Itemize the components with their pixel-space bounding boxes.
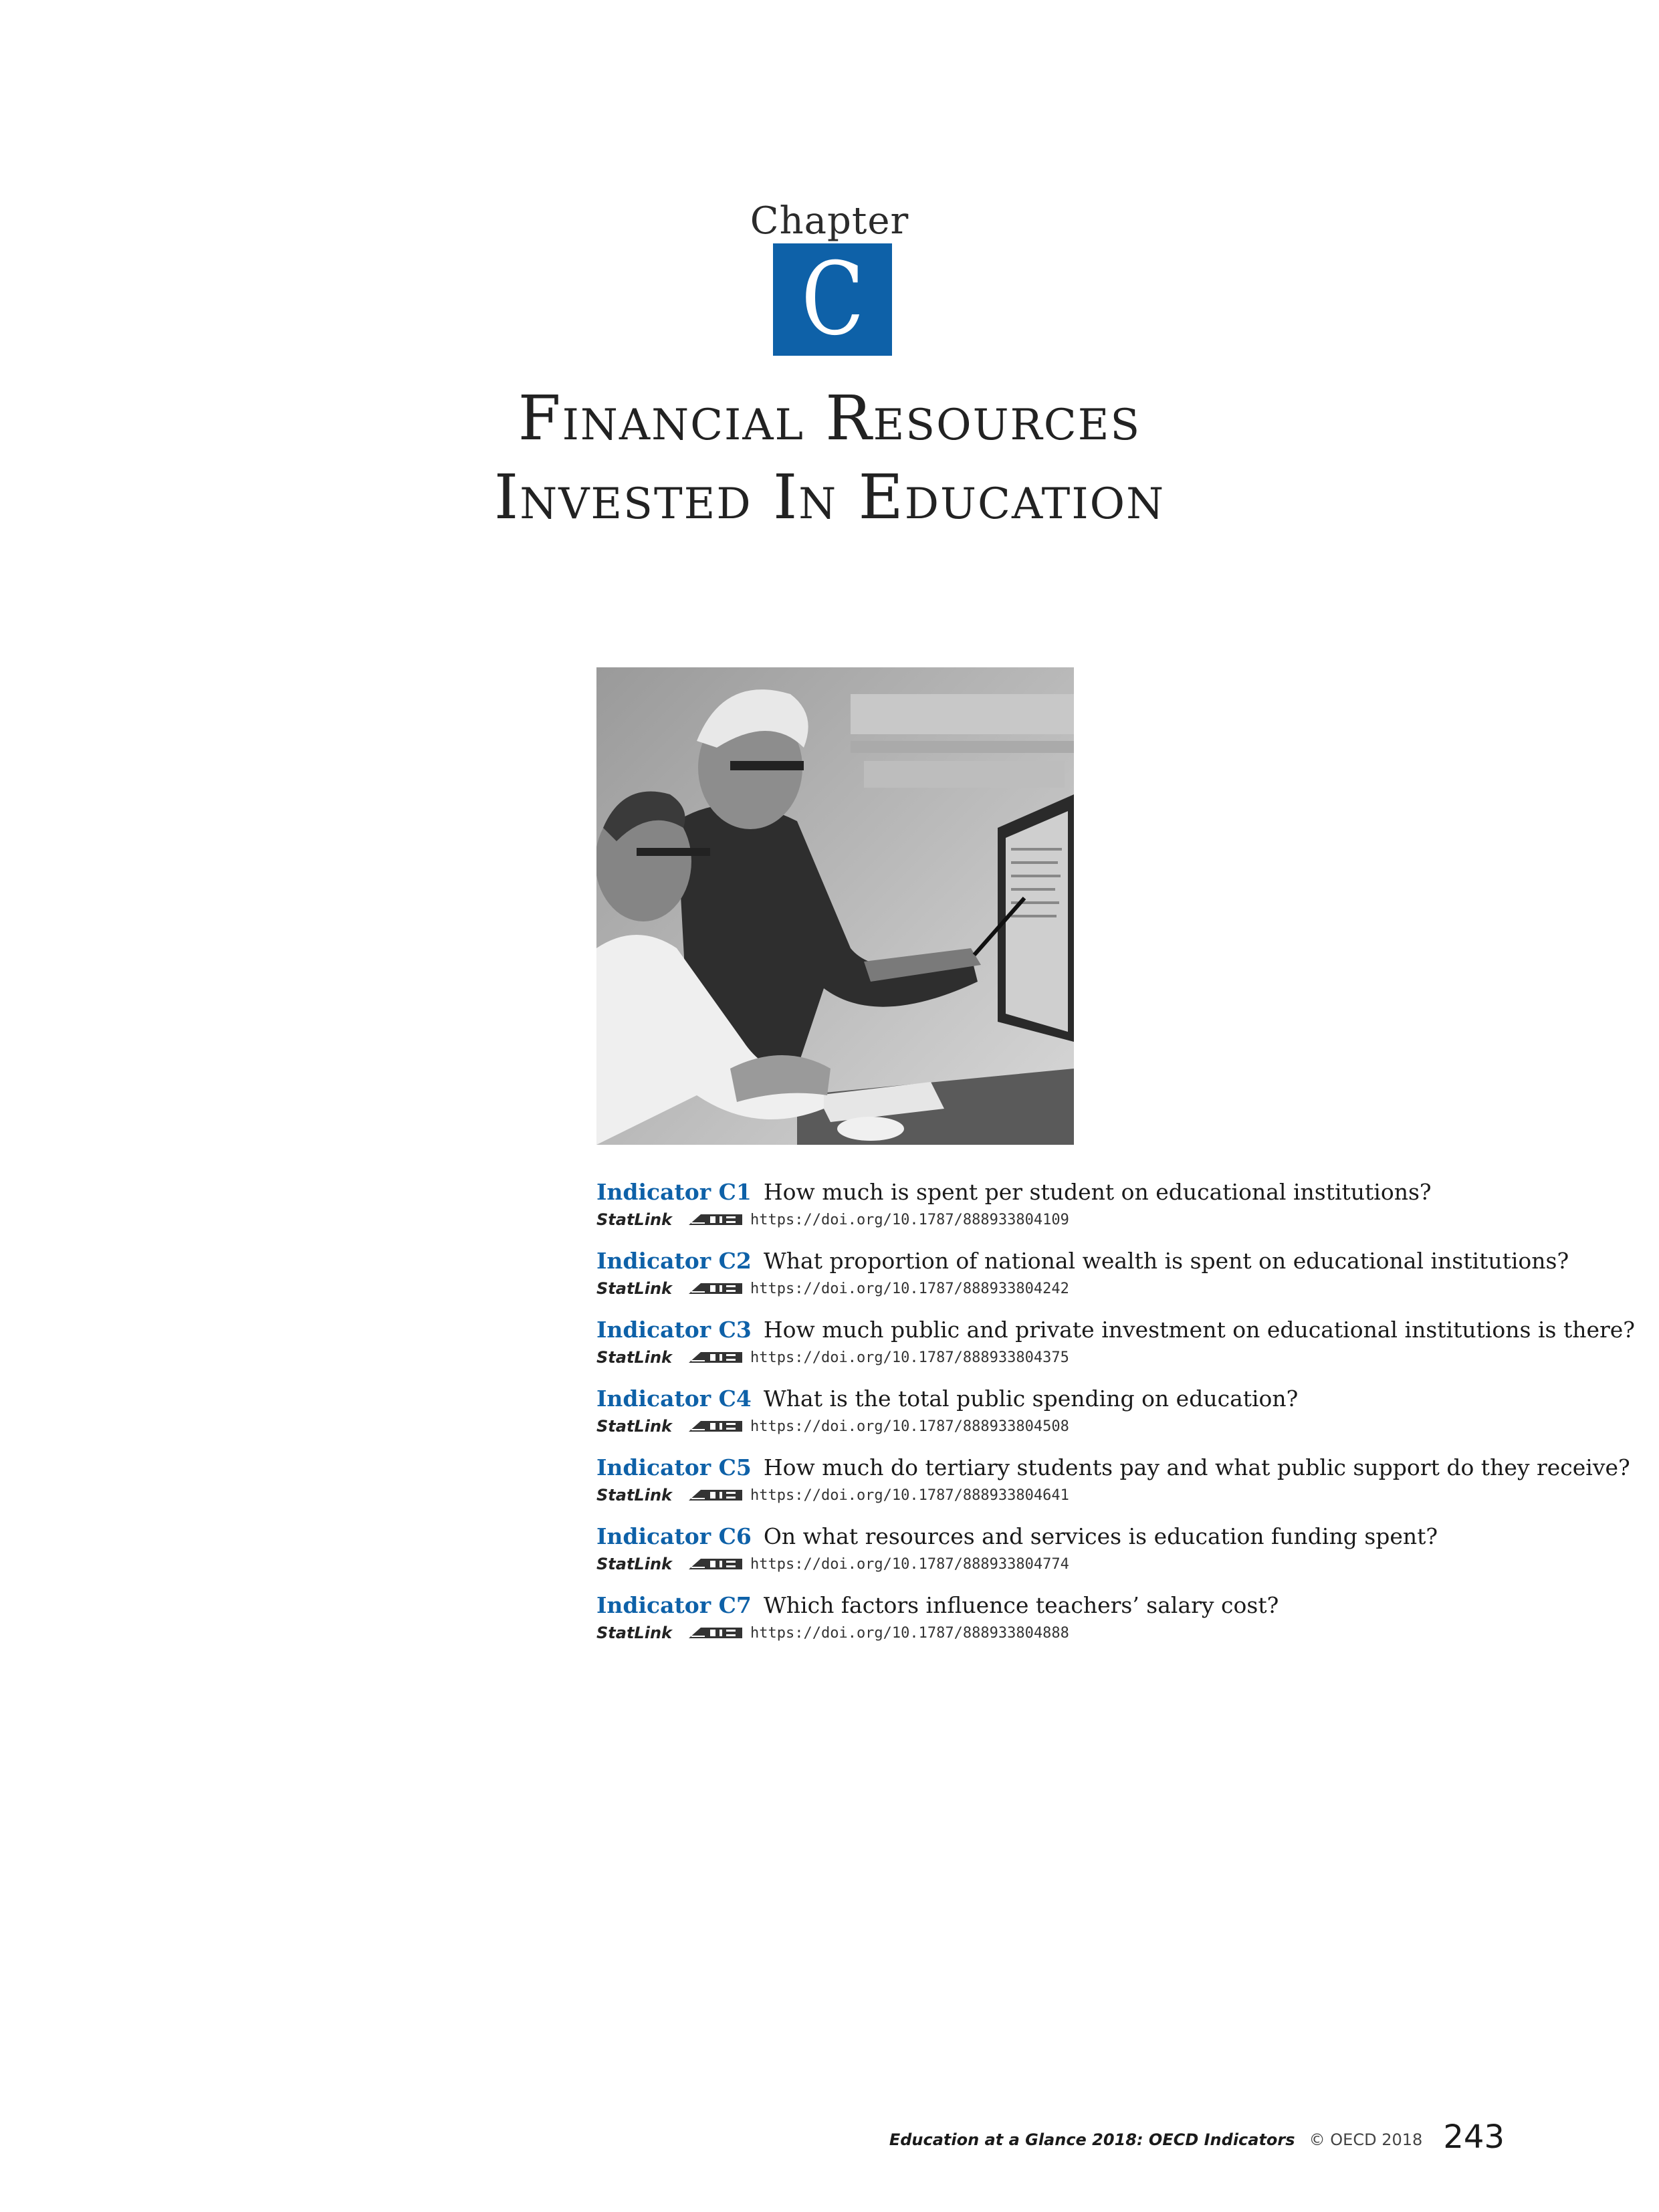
statlink-label: StatLink: [596, 1417, 672, 1436]
indicator-label: Indicator C6: [596, 1523, 752, 1549]
indicator-label: Indicator C5: [596, 1454, 752, 1480]
title-word: Resources: [825, 382, 1141, 454]
indicator-question: What proportion of national wealth is spent on educational institutions?: [763, 1248, 1569, 1274]
indicator-item: [596, 1178, 1599, 1247]
statlink-logo-icon: [689, 1557, 742, 1571]
title-word: Financial: [518, 382, 805, 454]
indicator-question: What is the total public spending on education?: [763, 1386, 1299, 1412]
chapter-title-line-2: [0, 461, 1659, 533]
page-number: 243: [1443, 2118, 1505, 2156]
statlink-logo-icon: [689, 1351, 742, 1364]
statlink-logo-icon: [689, 1626, 742, 1640]
chapter-label: Chapter: [750, 199, 909, 243]
statlink-logo-icon: [689, 1213, 742, 1226]
chapter-letter: C: [800, 241, 865, 358]
statlink-url[interactable]: https://doi.org/10.1787/888933804641: [750, 1486, 1069, 1504]
indicator-question: How much is spent per student on educational institutions?: [763, 1179, 1432, 1205]
copyright: © OECD 2018: [1309, 2130, 1423, 2149]
chapter-letter-box: [773, 243, 892, 356]
statlink-url[interactable]: https://doi.org/10.1787/888933804774: [750, 1555, 1069, 1573]
title-word: Education: [858, 461, 1166, 533]
publication-title: Education at a Glance 2018: OECD Indicators: [889, 2130, 1295, 2149]
statlink-label: StatLink: [596, 1555, 672, 1573]
indicator-question: How much do tertiary students pay and what public support do they receive?: [763, 1454, 1630, 1480]
statlink-label: StatLink: [596, 1210, 672, 1229]
indicator-label: Indicator C7: [596, 1592, 752, 1618]
statlink-logo-icon: [689, 1420, 742, 1433]
chapter-photo: [596, 667, 1074, 1145]
indicator-label: Indicator C3: [596, 1317, 752, 1343]
title-word: In: [772, 461, 838, 533]
indicator-item: [596, 1591, 1599, 1660]
indicator-label: Indicator C2: [596, 1248, 752, 1274]
statlink-url[interactable]: https://doi.org/10.1787/888933804109: [750, 1211, 1069, 1228]
statlink-url[interactable]: https://doi.org/10.1787/888933804375: [750, 1349, 1069, 1366]
photo-two-men-at-computer-icon: [596, 667, 1074, 1145]
statlink-logo-icon: [689, 1488, 742, 1502]
statlink-url[interactable]: https://doi.org/10.1787/888933804508: [750, 1418, 1069, 1435]
indicator-item: [596, 1523, 1599, 1591]
indicator-item: [596, 1454, 1630, 1523]
chapter-title-line-1: [0, 382, 1659, 454]
indicator-label: Indicator C1: [596, 1179, 752, 1205]
indicator-item: [596, 1385, 1599, 1454]
statlink-label: StatLink: [596, 1486, 672, 1505]
statlink-label: StatLink: [596, 1279, 672, 1298]
statlink-url[interactable]: https://doi.org/10.1787/888933804888: [750, 1624, 1069, 1642]
indicator-item: [596, 1247, 1599, 1316]
title-word: Invested: [493, 461, 752, 533]
statlink-url[interactable]: https://doi.org/10.1787/888933804242: [750, 1280, 1069, 1297]
indicator-label: Indicator C4: [596, 1386, 752, 1412]
page-footer: [0, 2118, 1505, 2156]
statlink-label: StatLink: [596, 1624, 672, 1642]
indicator-question: How much public and private investment on educational institutions is there?: [763, 1317, 1635, 1343]
indicator-question: Which factors influence teachers’ salary cost?: [763, 1592, 1279, 1618]
indicator-question: On what resources and services is education funding spent?: [763, 1523, 1438, 1549]
indicator-item: [596, 1316, 1635, 1385]
statlink-logo-icon: [689, 1282, 742, 1295]
statlink-label: StatLink: [596, 1348, 672, 1367]
indicator-list: [596, 1178, 1635, 1660]
